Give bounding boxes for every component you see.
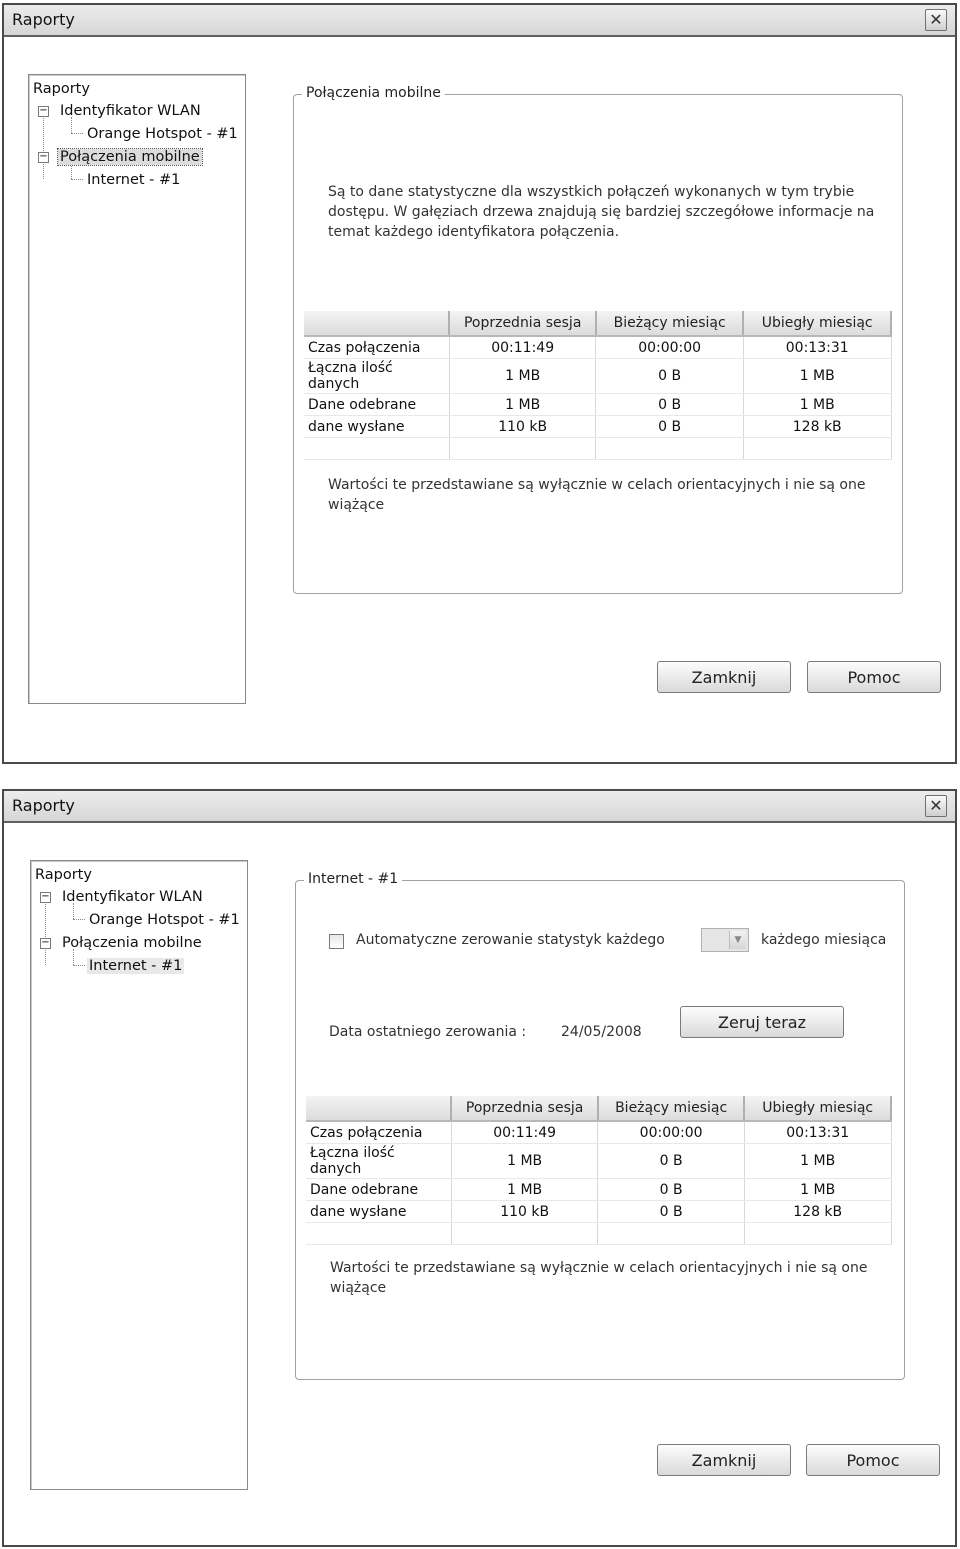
- tree-item-wlan[interactable]: Identyfikator WLAN: [60, 103, 201, 119]
- table-cell: 00:11:49: [449, 336, 595, 359]
- table-header-row: [306, 1096, 891, 1121]
- title-bar: [4, 5, 955, 37]
- table-cell: 1 MB: [451, 1144, 597, 1179]
- tree-guide: [71, 179, 83, 180]
- tree-guide: [71, 133, 83, 134]
- table-row: [304, 416, 891, 438]
- tree-item-hotspot[interactable]: Orange Hotspot - #1: [89, 912, 240, 928]
- reports-dialog-mobile: [2, 3, 957, 764]
- row-label: Czas połączenia: [304, 336, 449, 359]
- tree-guide: [71, 117, 72, 133]
- last-reset-label: Data ostatniego zerowania :: [329, 1024, 527, 1040]
- table-cell: 00:11:49: [451, 1121, 597, 1144]
- close-icon[interactable]: ✕: [925, 795, 947, 817]
- column-header[interactable]: [306, 1096, 451, 1121]
- auto-reset-label: Automatyczne zerowanie statystyk każdego: [356, 932, 665, 948]
- tree-item-internet[interactable]: Internet - #1: [89, 958, 183, 974]
- table-cell: 110 kB: [451, 1201, 597, 1223]
- table-cell: 00:00:00: [598, 1121, 745, 1144]
- row-label: Łączna ilość danych: [306, 1144, 451, 1179]
- table-cell: 00:13:31: [743, 336, 891, 359]
- column-header[interactable]: Bieżący miesiąc: [596, 311, 744, 336]
- table-cell: 0 B: [596, 394, 744, 416]
- window-title: Raporty: [12, 796, 75, 815]
- tree-item-mobile[interactable]: Połączenia mobilne: [60, 149, 200, 165]
- column-header[interactable]: Ubiegły miesiąc: [743, 311, 891, 336]
- table-cell: 128 kB: [743, 416, 891, 438]
- table-row: [304, 359, 891, 394]
- help-button[interactable]: Pomoc: [806, 1444, 940, 1476]
- row-label: Łączna ilość danych: [304, 359, 449, 394]
- auto-reset-suffix: każdego miesiąca: [761, 932, 887, 948]
- auto-reset-checkbox[interactable]: [329, 934, 344, 949]
- column-header[interactable]: Poprzednia sesja: [451, 1096, 597, 1121]
- footnote-text: Wartości te przedstawiane są wyłącznie w celach orientacyjnych i nie są one wiążące: [330, 1260, 868, 1296]
- table-cell: 1 MB: [744, 1144, 891, 1179]
- table-cell: 0 B: [598, 1179, 745, 1201]
- help-button[interactable]: Pomoc: [807, 661, 941, 693]
- group-title: Połączenia mobilne: [302, 85, 445, 101]
- stats-table: [304, 311, 892, 460]
- tree-guide: [71, 163, 72, 179]
- collapse-icon[interactable]: −: [41, 937, 50, 948]
- tree-guide: [73, 903, 74, 919]
- stats-group: [295, 871, 905, 1380]
- row-label: dane wysłane: [306, 1201, 451, 1223]
- group-title: Internet - #1: [304, 871, 402, 887]
- close-button[interactable]: Zamknij: [657, 1444, 791, 1476]
- reports-dialog-internet: [2, 789, 957, 1547]
- table-cell: 1 MB: [744, 1179, 891, 1201]
- report-tree: [30, 860, 248, 1490]
- tree-guide: [73, 965, 85, 966]
- table-cell: 128 kB: [744, 1201, 891, 1223]
- last-reset-date: 24/05/2008: [561, 1024, 642, 1040]
- table-cell: 0 B: [598, 1144, 745, 1179]
- table-row: [304, 394, 891, 416]
- report-tree: [28, 74, 246, 704]
- description-text: Są to dane statystyczne dla wszystkich połączeń wykonanych w tym trybie dostępu. W gałęziach drzewa znajdują się bardziej szczegółowe informacje na temat każdego identyfikatora połączenia.: [328, 184, 875, 240]
- stats-table: [306, 1096, 892, 1245]
- table-row-empty: [306, 1223, 891, 1245]
- row-label: dane wysłane: [304, 416, 449, 438]
- tree-guide: [43, 107, 44, 179]
- tree-root[interactable]: Raporty: [33, 81, 90, 97]
- table-row: [306, 1201, 891, 1223]
- reset-now-button[interactable]: Zeruj teraz: [680, 1006, 844, 1038]
- tree-guide: [73, 949, 74, 965]
- chevron-down-icon: ▼: [729, 931, 746, 949]
- stats-group: [293, 85, 903, 594]
- table-cell: 0 B: [596, 359, 744, 394]
- close-icon[interactable]: ✕: [925, 9, 947, 31]
- collapse-icon[interactable]: −: [41, 891, 50, 902]
- table-row-empty: [304, 438, 891, 460]
- tree-guide: [45, 893, 46, 965]
- row-label: Czas połączenia: [306, 1121, 451, 1144]
- column-header[interactable]: Ubiegły miesiąc: [744, 1096, 891, 1121]
- collapse-icon[interactable]: −: [39, 105, 48, 116]
- close-button[interactable]: Zamknij: [657, 661, 791, 693]
- column-header[interactable]: Poprzednia sesja: [449, 311, 595, 336]
- table-row: [306, 1121, 891, 1144]
- table-cell: 1 MB: [451, 1179, 597, 1201]
- tree-guide: [73, 919, 85, 920]
- table-row: [306, 1179, 891, 1201]
- table-cell: 110 kB: [449, 416, 595, 438]
- table-row: [304, 336, 891, 359]
- tree-item-internet[interactable]: Internet - #1: [87, 172, 181, 188]
- tree-item-mobile[interactable]: Połączenia mobilne: [62, 935, 202, 951]
- table-cell: 0 B: [596, 416, 744, 438]
- footnote-text: Wartości te przedstawiane są wyłącznie w celach orientacyjnych i nie są one wiążące: [328, 477, 866, 513]
- row-label: Dane odebrane: [304, 394, 449, 416]
- table-cell: 00:00:00: [596, 336, 744, 359]
- row-label: Dane odebrane: [306, 1179, 451, 1201]
- table-header-row: [304, 311, 891, 336]
- table-cell: 1 MB: [449, 359, 595, 394]
- column-header[interactable]: Bieżący miesiąc: [598, 1096, 745, 1121]
- collapse-icon[interactable]: −: [39, 151, 48, 162]
- table-cell: 1 MB: [449, 394, 595, 416]
- table-cell: 0 B: [598, 1201, 745, 1223]
- column-header[interactable]: [304, 311, 449, 336]
- table-row: [306, 1144, 891, 1179]
- tree-root[interactable]: Raporty: [35, 867, 92, 883]
- reset-day-dropdown[interactable]: [701, 928, 749, 952]
- tree-item-wlan[interactable]: Identyfikator WLAN: [62, 889, 203, 905]
- window-title: Raporty: [12, 10, 75, 29]
- table-cell: 1 MB: [743, 394, 891, 416]
- table-cell: 1 MB: [743, 359, 891, 394]
- title-bar: [4, 791, 955, 823]
- tree-item-hotspot[interactable]: Orange Hotspot - #1: [87, 126, 238, 142]
- table-cell: 00:13:31: [744, 1121, 891, 1144]
